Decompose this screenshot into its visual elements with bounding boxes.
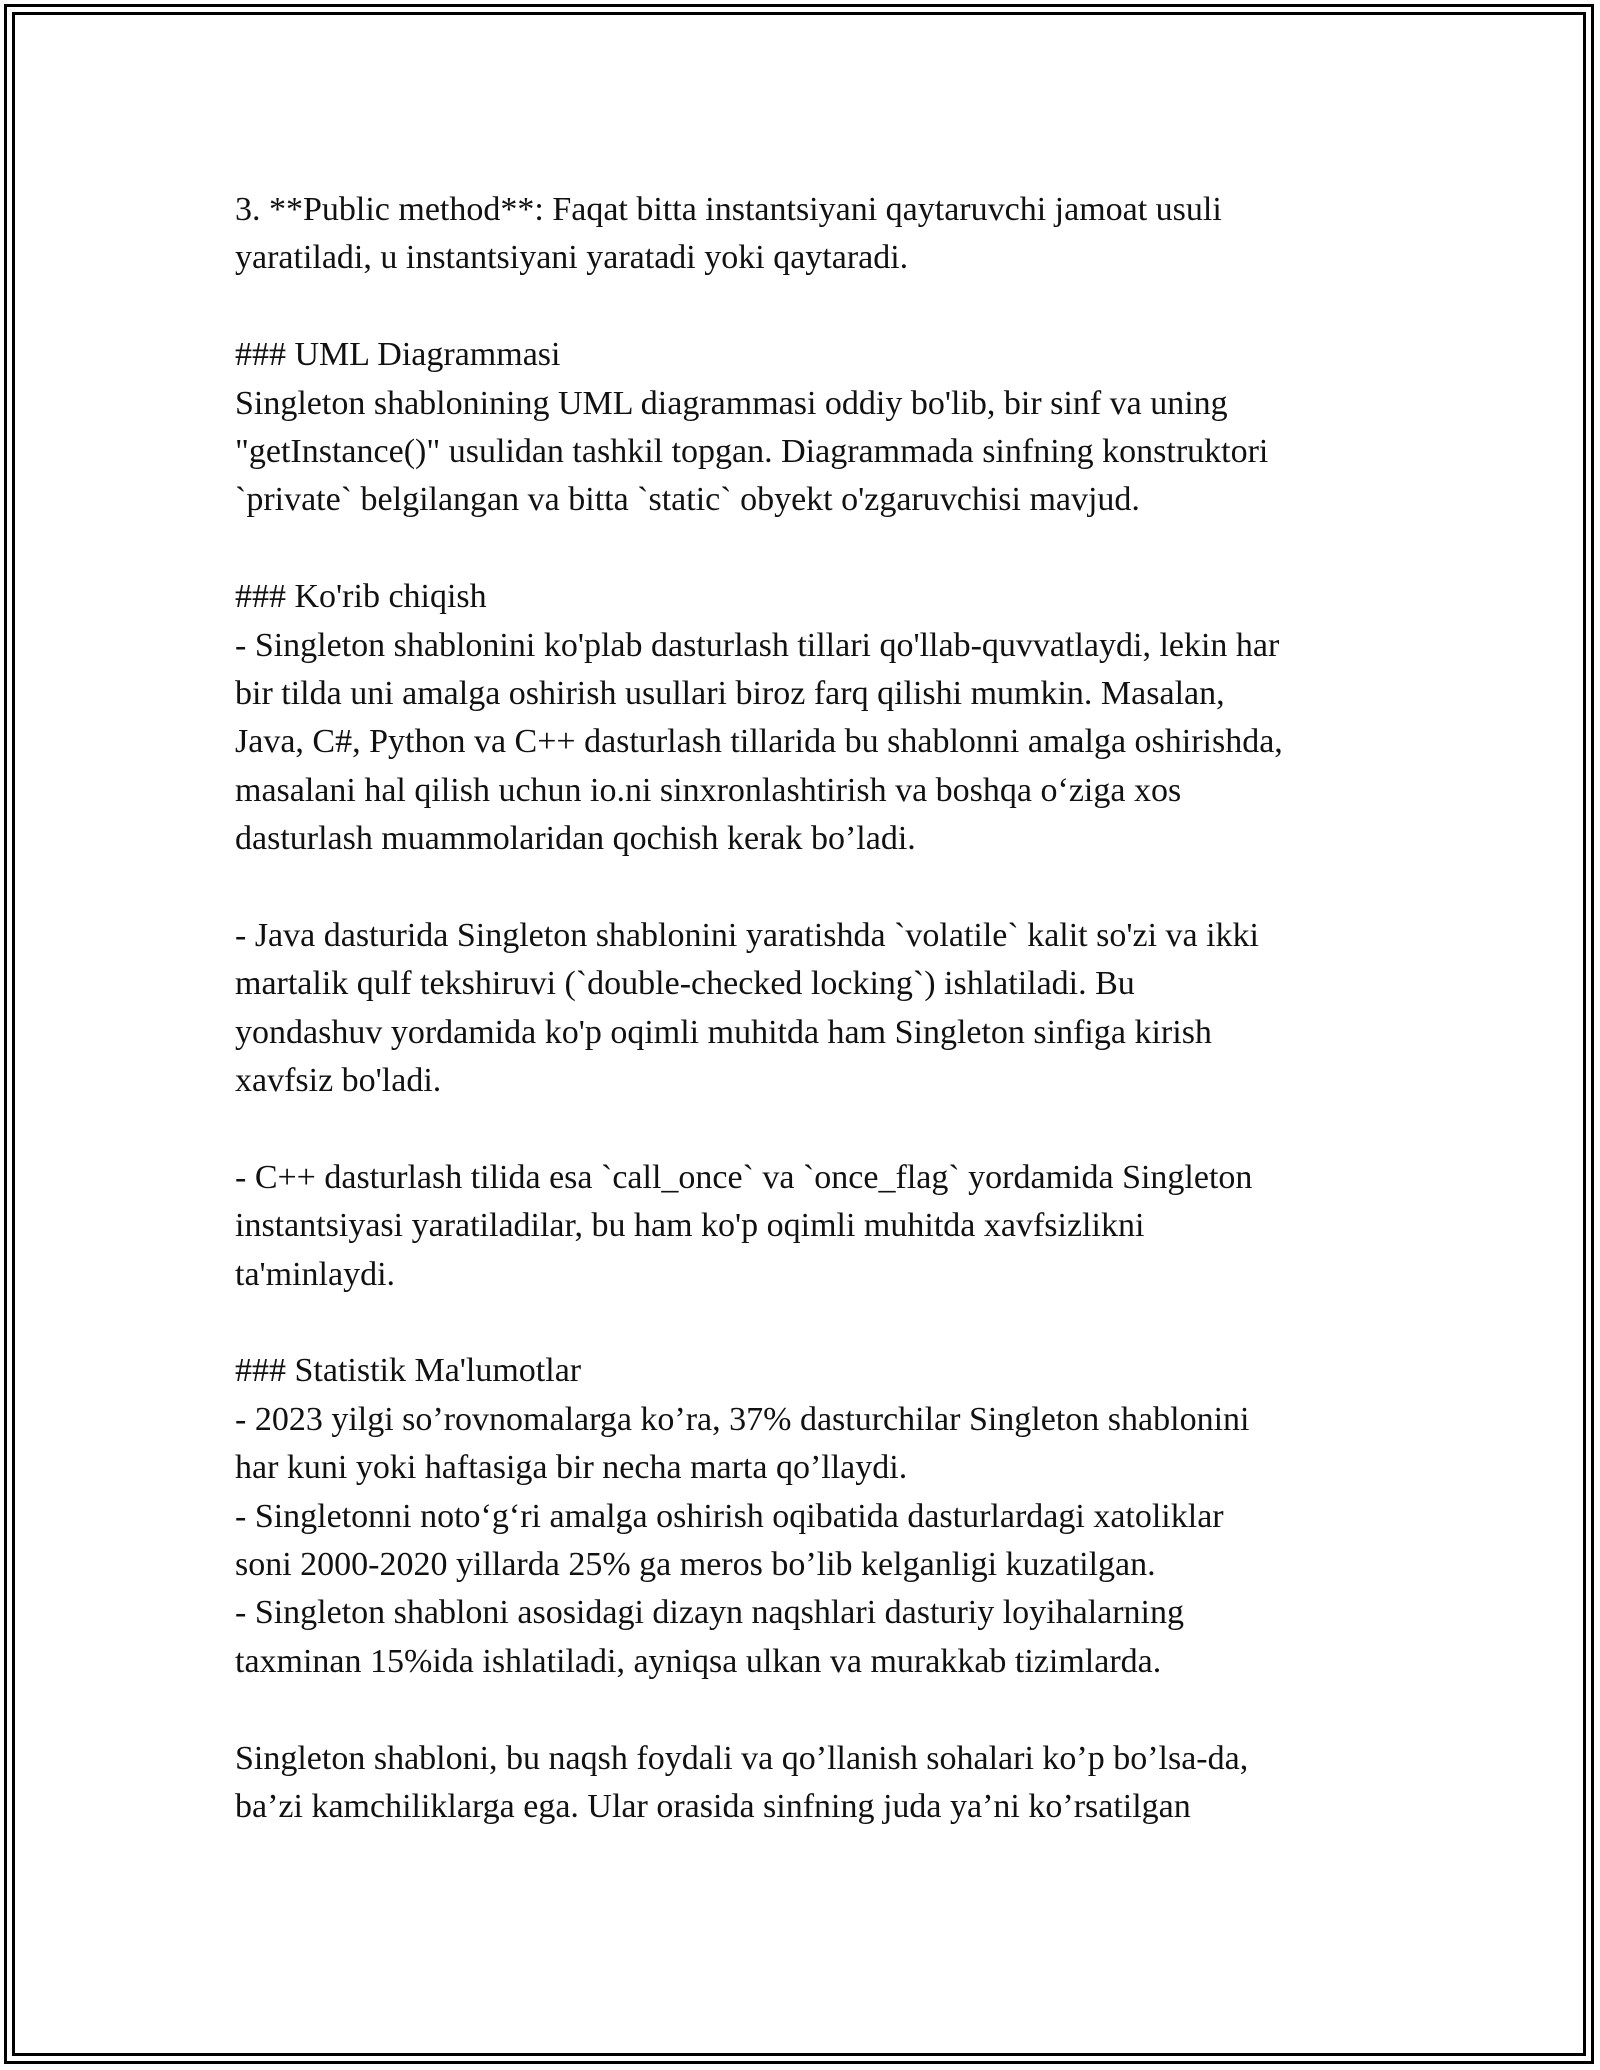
section-heading: ### Ko'rib chiqish xyxy=(235,578,487,616)
section-heading: ### UML Diagrammasi xyxy=(235,336,561,374)
text-line: soni 2000-2020 yillarda 25% ga meros bo’lib kelganligi kuzatilgan. xyxy=(235,1545,1156,1583)
paragraph-gap xyxy=(235,863,1385,911)
paragraph-gap xyxy=(235,525,1385,573)
text-line: masalani hal qilish uchun io.ni sinxronlashtirish va boshqa o‘ziga xos xyxy=(235,771,1182,809)
text-line: 3. **Public method**: Faqat bitta instantsiyani qaytaruvchi jamoat usuli xyxy=(235,191,1222,228)
paragraph-gap xyxy=(235,1105,1385,1153)
text-line: bir tilda uni amalga oshirish usullari biroz farq qilishi mumkin. Masalan, xyxy=(235,674,1225,712)
paragraph-gap xyxy=(235,283,1385,331)
uml-section xyxy=(235,331,1385,525)
text-line: - Java dasturida Singleton shablonini yaratishda `volatile` kalit so'zi va ikki xyxy=(235,916,1260,954)
text-line: ba’zi kamchiliklarga ega. Ular orasida sinfning juda ya’ni ko’rsatilgan xyxy=(235,1787,1191,1825)
java-item xyxy=(235,912,1385,1106)
public-method-item xyxy=(235,186,1385,283)
text-line: - Singletonni noto‘g‘ri amalga oshirish oqibatida dasturlardagi xatoliklar xyxy=(235,1497,1224,1535)
text-line: ta'minlaydi. xyxy=(235,1255,396,1293)
paragraph-gap xyxy=(235,1299,1385,1347)
paragraph-gap xyxy=(235,1686,1385,1734)
cpp-item xyxy=(235,1154,1385,1299)
text-line: - C++ dasturlash tilida esa `call_once` va `once_flag` yordamida Singleton xyxy=(235,1158,1253,1196)
text-line: yaratiladi, u instantsiyani yaratadi yoki qaytaradi. xyxy=(235,239,909,277)
statistics-section xyxy=(235,1347,1385,1686)
text-line: Singleton shablonining UML diagrammasi oddiy bo'lib, bir sinf va uning xyxy=(235,384,1228,422)
text-line: martalik qulf tekshiruvi (`double-checked locking`) ishlatiladi. Bu xyxy=(235,965,1135,1003)
text-line: dasturlash muammolaridan qochish kerak bo’ladi. xyxy=(235,820,916,858)
text-line: Singleton shabloni, bu naqsh foydali va qo’llanish sohalari ko’p bo’lsa-da, xyxy=(235,1739,1249,1777)
text-line: instantsiyasi yaratiladilar, bu ham ko'p oqimli muhitda xavfsizlikni xyxy=(235,1207,1145,1245)
review-section xyxy=(235,573,1385,863)
text-line: - Singleton shabloni asosidagi dizayn naqshlari dasturiy loyihalarning xyxy=(235,1594,1184,1632)
text-line: Java, C#, Python va C++ dasturlash tillarida bu shablonni amalga oshirishda, xyxy=(235,723,1283,761)
section-heading: ### Statistik Ma'lumotlar xyxy=(235,1352,582,1390)
text-line: - 2023 yilgi so’rovnomalarga ko’ra, 37% dasturchilar Singleton shablonini xyxy=(235,1400,1250,1438)
text-line: "getInstance()" usulidan tashkil topgan. Diagrammada sinfning konstruktori xyxy=(235,432,1269,470)
closing-paragraph xyxy=(235,1735,1385,1832)
text-line: `private` belgilangan va bitta `static` obyekt o'zgaruvchisi mavjud. xyxy=(235,481,1140,519)
document-body xyxy=(235,186,1385,1831)
text-line: xavfsiz bo'ladi. xyxy=(235,1062,442,1100)
text-line: har kuni yoki haftasiga bir necha marta qo’llaydi. xyxy=(235,1449,908,1487)
text-line: taxminan 15%ida ishlatiladi, ayniqsa ulkan va murakkab tizimlarda. xyxy=(235,1642,1162,1680)
text-line: - Singleton shablonini ko'plab dasturlash tillari qo'llab-quvvatlaydi, lekin har xyxy=(235,626,1280,664)
text-line: yondashuv yordamida ko'p oqimli muhitda ham Singleton sinfiga kirish xyxy=(235,1013,1212,1051)
